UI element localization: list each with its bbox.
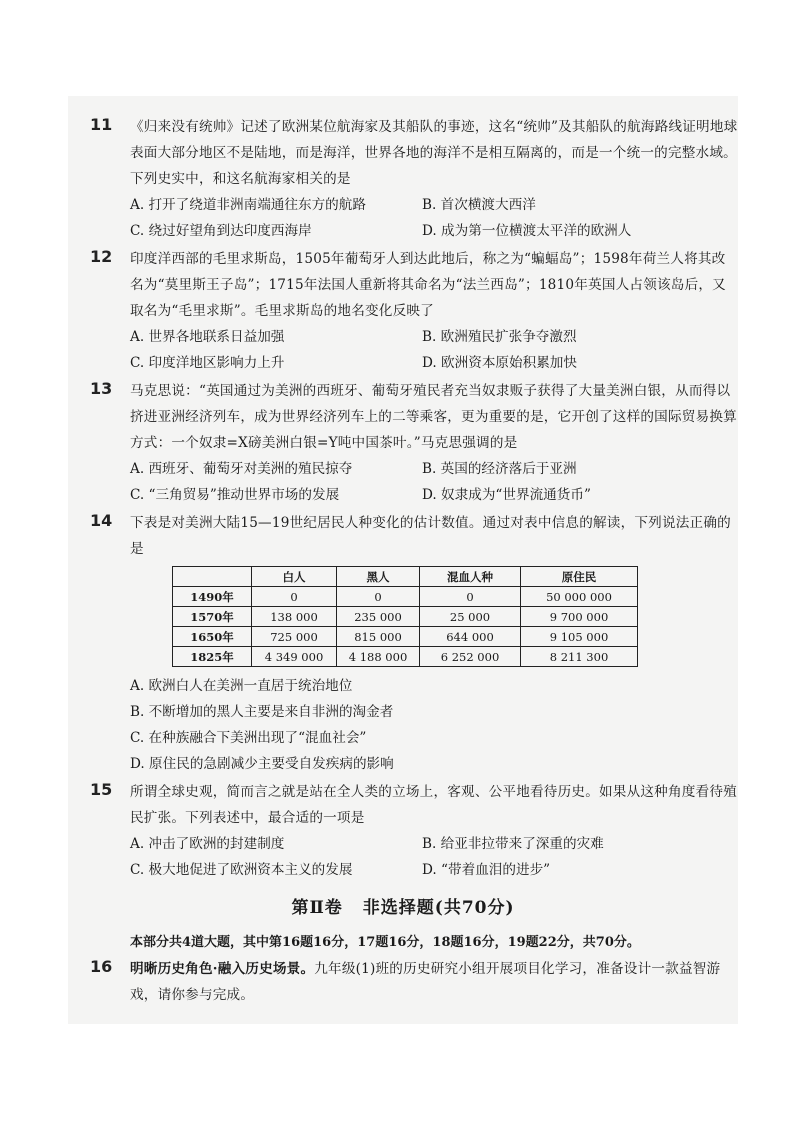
options (130, 456, 738, 508)
option-d[interactable]: D. 欧洲资本原始积累加快 (422, 355, 577, 371)
table-cell: 725 000 (252, 627, 337, 647)
table-row (173, 587, 638, 607)
table-cell: 815 000 (337, 627, 420, 647)
option-c[interactable]: C. 印度洋地区影响力上升 (130, 355, 285, 371)
question-stem (130, 956, 738, 1008)
options (130, 673, 738, 777)
question-lead: 明晰历史角色·融入历史场景。 (130, 961, 315, 977)
section-part: 第Ⅱ卷 (291, 898, 343, 918)
question-text: 九年级(1)班的历史研究小组开展项目化学习，准备设计一款益智游戏，请你参与完成。 (130, 961, 721, 1003)
option-c[interactable]: C. 在种族融合下美洲出现了“混血社会” (130, 730, 367, 746)
question-stem: 印度洋西部的毛里求斯岛，1505年葡萄牙人到达此地后，称之为“蝙蝠岛”；1598年荷兰人将其改名为“莫里斯王子岛”；1715年法国人重新将其命名为“法兰西岛”；1810年英国人占领该岛后，又取名为“毛里求斯”。毛里求斯岛的地名变化反映了 (130, 251, 726, 319)
population-table (172, 566, 638, 667)
options (130, 831, 738, 883)
table-row (173, 607, 638, 627)
option-a[interactable]: A. 西班牙、葡萄牙对美洲的殖民掠夺 (130, 461, 353, 477)
question-11 (68, 114, 738, 244)
table-cell: 644 000 (420, 627, 521, 647)
table-row (173, 647, 638, 667)
table-cell: 138 000 (252, 607, 337, 627)
table-header: 原住民 (521, 567, 638, 587)
table-row (173, 627, 638, 647)
table-cell: 0 (252, 587, 337, 607)
options (130, 324, 738, 376)
table-header: 黑人 (337, 567, 420, 587)
table-header: 白人 (252, 567, 337, 587)
table-header: 混血人种 (420, 567, 521, 587)
table-cell: 1570年 (173, 607, 252, 627)
question-number: 12 (90, 247, 113, 266)
table-cell: 4 188 000 (337, 647, 420, 667)
question-number: 11 (90, 115, 113, 134)
option-d[interactable]: D. 成为第一位横渡太平洋的欧洲人 (422, 223, 632, 239)
table-cell: 25 000 (420, 607, 521, 627)
option-a[interactable]: A. 冲击了欧洲的封建制度 (130, 836, 285, 852)
table-cell: 50 000 000 (521, 587, 638, 607)
question-stem: 下表是对美洲大陆15—19世纪居民人种变化的估计数值。通过对表中信息的解读，下列说法正确的是 (130, 515, 731, 557)
question-13 (68, 378, 738, 508)
table-cell: 4 349 000 (252, 647, 337, 667)
table-cell: 9 700 000 (521, 607, 638, 627)
table-cell: 1825年 (173, 647, 252, 667)
question-number: 15 (90, 780, 113, 799)
question-number: 13 (90, 379, 113, 398)
question-stem: 所谓全球史观，简而言之就是站在全人类的立场上，客观、公平地看待历史。如果从这种角度看待殖民扩张。下列表述中，最合适的一项是 (130, 784, 737, 826)
exam-page (68, 96, 738, 1024)
question-number: 16 (90, 957, 113, 976)
table-cell: 0 (420, 587, 521, 607)
section-name: 非选择题(共70分) (362, 898, 515, 918)
options (130, 192, 738, 244)
option-d[interactable]: D. “带着血泪的进步” (422, 862, 551, 878)
option-c[interactable]: C. 极大地促进了欧洲资本主义的发展 (130, 862, 353, 878)
option-b[interactable]: B. 欧洲殖民扩张争夺激烈 (422, 329, 577, 345)
option-b[interactable]: B. 英国的经济落后于亚洲 (422, 461, 577, 477)
question-16 (68, 956, 738, 1008)
section-title (68, 893, 738, 918)
option-b[interactable]: B. 首次横渡大西洋 (422, 197, 536, 213)
option-a[interactable]: A. 打开了绕道非洲南端通往东方的航路 (130, 197, 366, 213)
table-cell: 9 105 000 (521, 627, 638, 647)
option-b[interactable]: B. 不断增加的黑人主要是来自非洲的淘金者 (130, 704, 394, 720)
table-cell: 1650年 (173, 627, 252, 647)
table-cell: 1490年 (173, 587, 252, 607)
option-a[interactable]: A. 欧洲白人在美洲一直居于统治地位 (130, 678, 353, 694)
table-cell: 8 211 300 (521, 647, 638, 667)
question-14 (68, 510, 738, 777)
question-stem: 《归来没有统帅》记述了欧洲某位航海家及其船队的事迹，这名“统帅”及其船队的航海路线证明地球表面大部分地区不是陆地，而是海洋，世界各地的海洋不是相互隔离的，而是一个统一的完整水域。下列史实中，和这名航海家相关的是 (130, 119, 738, 187)
option-c[interactable]: C. 绕过好望角到达印度西海岸 (130, 223, 312, 239)
question-12 (68, 246, 738, 376)
table-cell: 235 000 (337, 607, 420, 627)
option-a[interactable]: A. 世界各地联系日益加强 (130, 329, 285, 345)
section-note: 本部分共4道大题，其中第16题16分，17题16分，18题16分，19题22分，共70分。 (130, 935, 640, 950)
question-number: 14 (90, 511, 113, 530)
question-15 (68, 779, 738, 883)
table-header-row (173, 567, 638, 587)
option-d[interactable]: D. 原住民的急剧减少主要受自发疾病的影响 (130, 756, 394, 772)
table-cell: 0 (337, 587, 420, 607)
table-header (173, 567, 252, 587)
question-stem: 马克思说：“英国通过为美洲的西班牙、葡萄牙殖民者充当奴隶贩子获得了大量美洲白银，从而得以挤进亚洲经济列车，成为世界经济列车上的二等乘客，更为重要的是，它开创了这样的国际贸易换算方式：一个奴隶=X磅美洲白银=Y吨中国茶叶。”马克思强调的是 (130, 383, 737, 451)
option-b[interactable]: B. 给亚非拉带来了深重的灾难 (422, 836, 604, 852)
option-c[interactable]: C. “三角贸易”推动世界市场的发展 (130, 487, 340, 503)
option-d[interactable]: D. 奴隶成为“世界流通货币” (422, 487, 591, 503)
table-cell: 6 252 000 (420, 647, 521, 667)
